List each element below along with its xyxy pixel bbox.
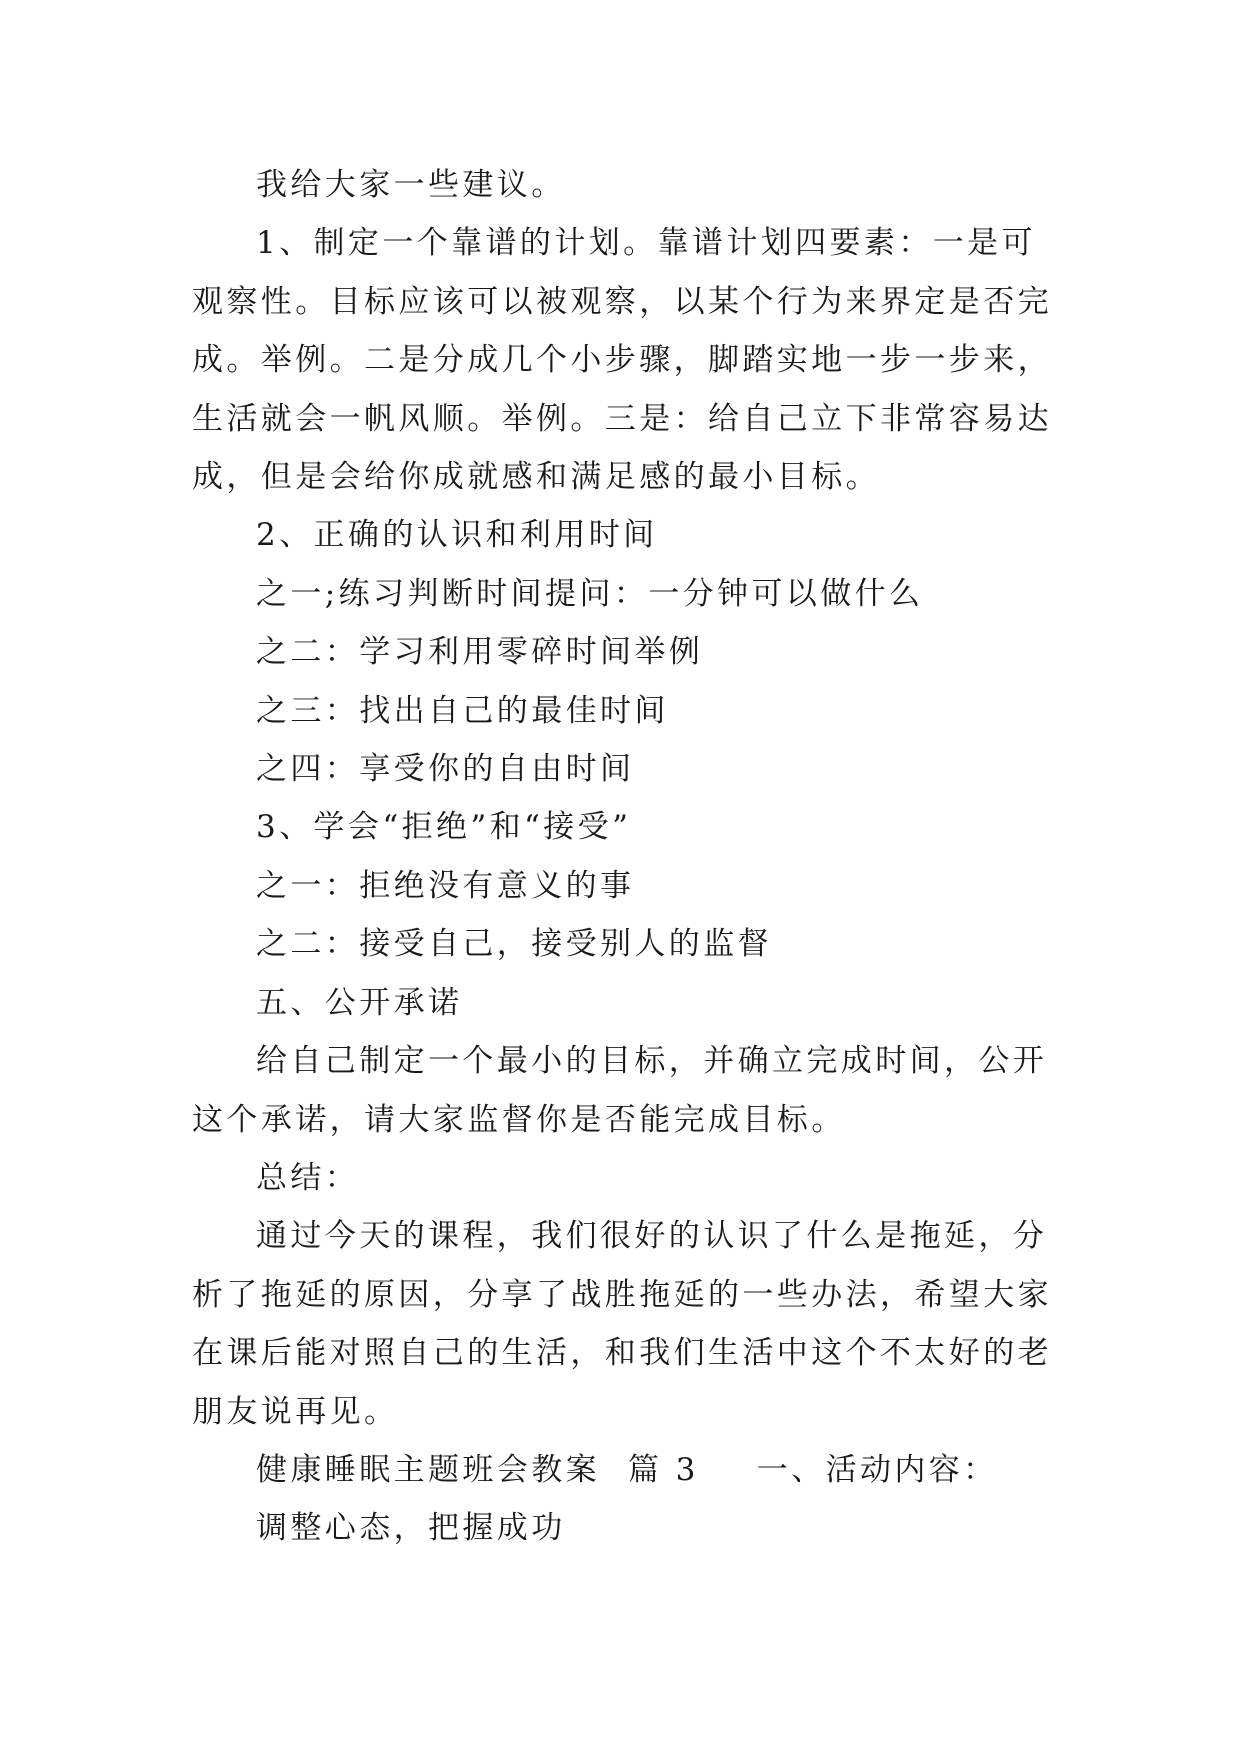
paragraph-summary-heading: 总结： [256, 1159, 360, 1196]
paragraph-refuse-heading: 3、学会“拒绝”和“接受” [256, 809, 632, 846]
section-part: 篇 3 [628, 1451, 699, 1488]
paragraph-intro: 我给大家一些建议。 [256, 167, 566, 203]
paragraph-commitment: 给自己制定一个最小的目标，并确立完成时间，公开这个承诺，请大家监督你是否能完成目标。 [192, 1043, 1048, 1138]
paragraph-activity: 调整心态，把握成功 [256, 1510, 566, 1547]
paragraph-plan: 1、制定一个靠谱的计划。靠谱计划四要素：一是可观察性。目标应该可以被观察，以某个行为来界定是否完成。举例。二是分成几个小步骤，脚踏实地一步一步来，生活就会一帆风顺。举例。三是：给自己立下非常容易达成，但是会给你成就感和满足感的最小目标。 [192, 225, 1052, 496]
list-item-time-3: 之三：找出自己的最佳时间 [256, 692, 669, 729]
paragraph-summary: 通过今天的课程，我们很好的认识了什么是拖延，分析了拖延的原因，分享了战胜拖延的一些办法，希望大家在课后能对照自己的生活，和我们生活中这个不太好的老朋友说再见。 [192, 1218, 1052, 1430]
section-title: 健康睡眠主题班会教案 [256, 1451, 600, 1488]
list-item-time-2: 之二：学习利用零碎时间举例 [256, 634, 704, 671]
list-item-refuse-1: 之一：拒绝没有意义的事 [256, 867, 635, 904]
paragraph-commitment-heading: 五、公开承诺 [256, 984, 463, 1021]
paragraph-time-heading: 2、正确的认识和利用时间 [256, 517, 658, 554]
section-heading [192, 1441, 1068, 1499]
list-item-time-4: 之四：享受你的自由时间 [256, 751, 635, 788]
list-item-time-1: 之一;练习判断时间提问：一分钟可以做什么 [256, 575, 924, 612]
document-body [192, 156, 1068, 1558]
list-item-refuse-2: 之二：接受自己，接受别人的监督 [256, 926, 772, 963]
section-subheading: 一、活动内容： [756, 1451, 998, 1488]
